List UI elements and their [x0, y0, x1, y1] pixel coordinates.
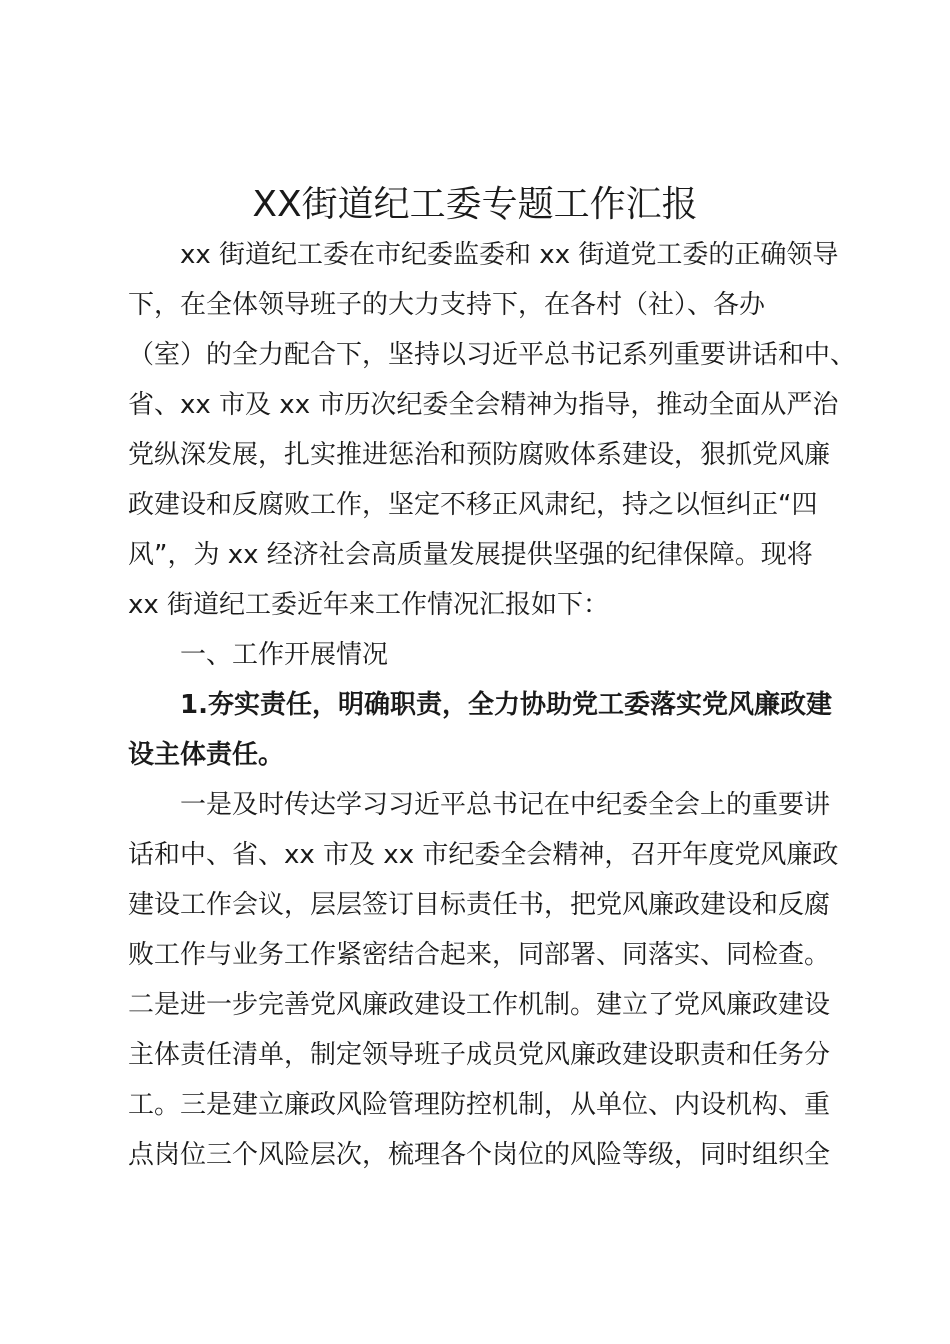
paragraph-line: 风”，为 xx 经济社会高质量发展提供坚强的纪律保障。现将 [128, 540, 813, 570]
document-title: XX街道纪工委专题工作汇报 [252, 184, 698, 225]
paragraph-line: （室）的全力配合下，坚持以习近平总书记系列重要讲话和中、 [128, 340, 857, 370]
section-heading: 一、工作开展情况 [180, 640, 389, 670]
paragraph-line: 党纵深发展，扎实推进惩治和预防腐败体系建设，狠抓党风廉 [128, 440, 831, 470]
paragraph-line: 一是及时传达学习习近平总书记在中纪委全会上的重要讲 [180, 790, 831, 820]
paragraph-line: 省、xx 市及 xx 市历次纪委全会精神为指导，推动全面从严治 [128, 390, 839, 420]
subsection-heading: 1.夯实责任，明确职责，全力协助党工委落实党风廉政建 [180, 690, 832, 720]
paragraph-line: 话和中、省、xx 市及 xx 市纪委全会精神，召开年度党风廉政 [128, 840, 839, 870]
paragraph-line: xx 街道纪工委在市纪委监委和 xx 街道党工委的正确领导 [180, 240, 839, 270]
paragraph-line: 败工作与业务工作紧密结合起来，同部署、同落实、同检查。 [128, 940, 831, 970]
paragraph-line: 点岗位三个风险层次，梳理各个岗位的风险等级，同时组织全 [128, 1140, 831, 1170]
paragraph-line: 政建设和反腐败工作，坚定不移正风肃纪，持之以恒纠正“四 [128, 490, 818, 520]
paragraph-line: 二是进一步完善党风廉政建设工作机制。建立了党风廉政建设 [128, 990, 831, 1020]
subsection-heading: 设主体责任。 [128, 740, 285, 770]
paragraph-line: xx 街道纪工委近年来工作情况汇报如下： [128, 590, 610, 620]
paragraph-line: 下，在全体领导班子的大力支持下，在各村（社）、各办 [128, 290, 766, 320]
paragraph-line: 建设工作会议，层层签订目标责任书，把党风廉政建设和反腐 [128, 890, 831, 920]
paragraph-line: 主体责任清单，制定领导班子成员党风廉政建设职责和任务分 [128, 1040, 831, 1070]
paragraph-line: 工。三是建立廉政风险管理防控机制，从单位、内设机构、重 [128, 1090, 831, 1120]
